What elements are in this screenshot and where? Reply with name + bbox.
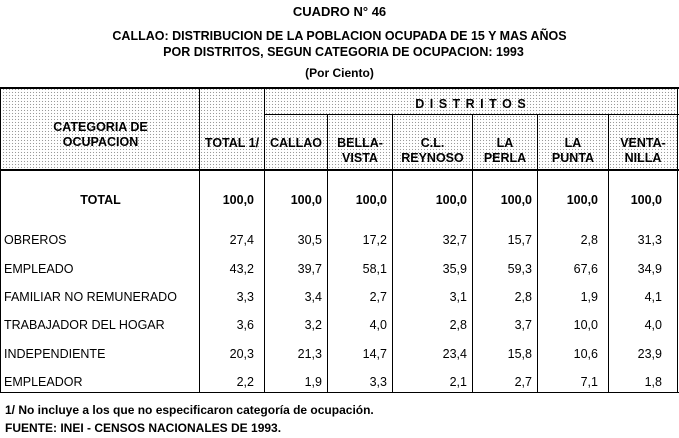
row-label: TRABAJADOR DEL HOGAR — [4, 318, 165, 332]
row-value: 30,5 — [297, 233, 322, 247]
row-label: INDEPENDIENTE — [4, 347, 106, 361]
row-value: 100,0 — [222, 193, 254, 207]
row-value: 15,7 — [507, 233, 532, 247]
header-col-reynoso — [393, 136, 472, 166]
row-value: 58,1 — [362, 262, 387, 276]
row-value: 2,8 — [514, 290, 532, 304]
row-value: 20,3 — [229, 347, 254, 361]
header-col-callao — [265, 136, 327, 151]
row-value: 2,7 — [369, 290, 387, 304]
row-value: 4,0 — [369, 318, 387, 332]
row-label: EMPLEADOR — [4, 375, 83, 389]
row-value: 34,9 — [637, 262, 662, 276]
subtitle-line-1: CALLAO: DISTRIBUCION DE LA POBLACION OCUPADA DE 15 Y MAS AÑOS — [112, 29, 567, 43]
header-distritos: D I S T R I T O S — [415, 97, 527, 111]
row-value: 1,8 — [644, 375, 662, 389]
table-subtitle — [0, 28, 679, 60]
row-value: 4,1 — [644, 290, 662, 304]
header-col-laperla-line-1: LA — [496, 136, 514, 150]
row-value: 2,1 — [449, 375, 467, 389]
row-value: 2,7 — [514, 375, 532, 389]
row-label: OBREROS — [4, 233, 67, 247]
subtitle-line-2: POR DISTRITOS, SEGUN CATEGORIA DE OCUPACION: 1993 — [163, 45, 524, 59]
header-col-lapunta-line-2: PUNTA — [551, 151, 595, 165]
header-col-reynoso-line-2: REYNOSO — [401, 151, 464, 165]
row-value: 32,7 — [442, 233, 467, 247]
row-label: TOTAL — [80, 193, 121, 207]
header-col-ventanilla-line-2: NILLA — [624, 151, 662, 165]
header-col-laperla-line-2: PERLA — [483, 151, 527, 165]
header-col-bellavista-line-2: VISTA — [342, 151, 378, 165]
header-shade-total — [200, 88, 264, 169]
vline-right — [677, 87, 678, 393]
row-value: 3,7 — [514, 318, 532, 332]
row-value: 4,0 — [644, 318, 662, 332]
header-col-laperla — [473, 136, 537, 166]
header-col-reynoso-line-1: C.L. — [420, 136, 445, 150]
row-value: 100,0 — [630, 193, 662, 207]
row-value: 39,7 — [297, 262, 322, 276]
header-category-line-1: CATEGORIA DE — [53, 120, 148, 134]
row-value: 3,3 — [369, 375, 387, 389]
vline-left — [0, 87, 1, 393]
header-col-bellavista — [328, 136, 392, 166]
header-col-bellavista-line-1: BELLA- — [337, 136, 383, 150]
row-value: 23,4 — [442, 347, 467, 361]
header-col-ventanilla — [609, 136, 677, 166]
row-value: 14,7 — [362, 347, 387, 361]
row-value: 3,1 — [449, 290, 467, 304]
row-value: 35,9 — [442, 262, 467, 276]
row-value: 43,2 — [229, 262, 254, 276]
table-bottom-border — [0, 392, 679, 393]
row-value: 10,6 — [573, 347, 598, 361]
row-value: 2,2 — [236, 375, 254, 389]
row-value: 100,0 — [355, 193, 387, 207]
row-value: 3,4 — [304, 290, 322, 304]
header-total: TOTAL 1/ — [204, 136, 260, 150]
row-value: 100,0 — [500, 193, 532, 207]
header-col-callao-line-1: CALLAO — [269, 136, 323, 150]
row-value: 2,8 — [580, 233, 598, 247]
row-value: 23,9 — [637, 347, 662, 361]
row-value: 100,0 — [435, 193, 467, 207]
row-value: 100,0 — [290, 193, 322, 207]
header-col-ventanilla-line-1: VENTA- — [620, 136, 666, 150]
table-top-border — [0, 87, 679, 89]
row-label: EMPLEADO — [4, 262, 74, 276]
row-value: 7,1 — [580, 375, 598, 389]
header-col-lapunta-line-1: LA — [564, 136, 582, 150]
row-value: 2,8 — [449, 318, 467, 332]
table-unit: (Por Ciento) — [305, 66, 374, 80]
header-category-line-2: OCUPACION — [62, 135, 139, 149]
row-value: 3,2 — [304, 318, 322, 332]
header-category — [2, 120, 199, 150]
header-bottom-border — [0, 169, 679, 171]
row-value: 100,0 — [566, 193, 598, 207]
footnote: 1/ No incluye a los que no especificaron categoría de ocupación. — [5, 403, 374, 417]
source-note: FUENTE: INEI - CENSOS NACIONALES DE 1993. — [5, 421, 282, 435]
row-value: 27,4 — [229, 233, 254, 247]
row-value: 17,2 — [362, 233, 387, 247]
row-value: 1,9 — [580, 290, 598, 304]
row-value: 10,0 — [573, 318, 598, 332]
header-col-lapunta — [538, 136, 608, 166]
row-value: 67,6 — [573, 262, 598, 276]
row-value: 1,9 — [304, 375, 322, 389]
row-value: 31,3 — [637, 233, 662, 247]
table-title: CUADRO N° 46 — [292, 4, 387, 19]
row-value: 3,3 — [236, 290, 254, 304]
row-value: 3,6 — [236, 318, 254, 332]
row-label: FAMILIAR NO REMUNERADO — [4, 290, 177, 304]
row-value: 15,8 — [507, 347, 532, 361]
row-value: 21,3 — [297, 347, 322, 361]
row-value: 59,3 — [507, 262, 532, 276]
